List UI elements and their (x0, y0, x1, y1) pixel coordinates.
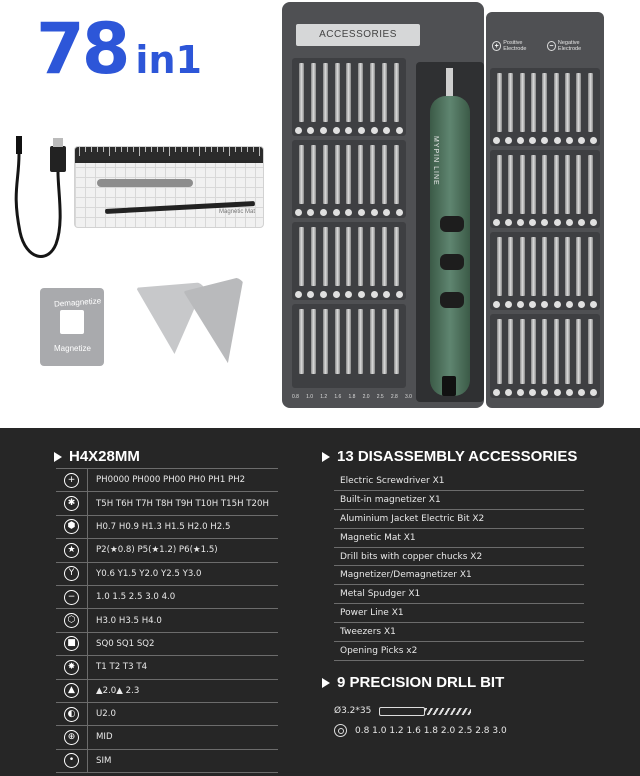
arrow-icon (54, 452, 62, 462)
sim-icon: • (64, 753, 79, 768)
bit-sizes: MID (96, 732, 113, 743)
list-item: Magnetic Mat X1 (334, 529, 584, 548)
screwdriver-display (442, 376, 456, 396)
magnetic-mat (74, 146, 264, 228)
drill-spec-row (334, 706, 471, 716)
list-item: Tweezers X1 (334, 623, 584, 642)
mid-icon: ⊕ (64, 730, 79, 745)
drill-spec: Ø3.2*35 (334, 706, 372, 716)
square-icon: ■ (64, 636, 79, 651)
table-row (56, 516, 278, 539)
u-icon: ◐ (64, 707, 79, 722)
table-row (56, 633, 278, 656)
mat-ruler (75, 147, 263, 163)
headline-number: 78 (36, 8, 128, 90)
accessories-list (334, 472, 584, 661)
demagnetize-label: Demagnetize (53, 296, 102, 309)
table-row (56, 703, 278, 726)
drill-size-list: 0.8 1.0 1.2 1.6 1.8 2.0 2.5 2.8 3.0 (355, 725, 507, 736)
table-row (56, 680, 278, 703)
arrow-icon (322, 452, 330, 462)
table-row (56, 469, 278, 492)
bit-tray (292, 58, 406, 136)
brand-label: MYPIN LINE (432, 136, 439, 186)
bit-sizes: SIM (96, 755, 112, 766)
bit-sizes: PH0000 PH000 PH00 PH0 PH1 PH2 (96, 475, 246, 486)
hex-icon: ⬢ (64, 519, 79, 534)
accessories-label: ACCESSORIES (296, 24, 420, 46)
usb-cable-icon (10, 132, 80, 272)
table-row (56, 750, 278, 773)
tool-case (282, 2, 608, 408)
triangle-icon: ▲ (64, 683, 79, 698)
bit-tray (292, 222, 406, 300)
table-row (56, 586, 278, 609)
table-row (56, 656, 278, 679)
pentalobe-icon: ★ (64, 543, 79, 558)
headline-suffix: in1 (135, 38, 202, 82)
drill-spiral-icon (334, 724, 347, 737)
drill-heading: 9 PRECISION DRLL BIT (322, 674, 504, 691)
metal-spudger (97, 179, 193, 187)
arrow-icon (322, 678, 330, 688)
bit-sizes: U2.0 (96, 709, 116, 720)
drill-size-labels: 0.8 1.0 1.2 1.6 1.8 2.0 2.5 2.8 3.0 (292, 394, 412, 400)
list-item: Magnetizer/Demagnetizer X1 (334, 566, 584, 585)
table-row (56, 563, 278, 586)
list-item: Drill bits with copper chucks X2 (334, 548, 584, 567)
drill-bit-icon (379, 707, 471, 716)
headline (36, 8, 202, 90)
bit-tray (490, 68, 600, 146)
bit-tray (490, 150, 600, 228)
table-row (56, 726, 278, 749)
bit-sizes: H0.7 H0.9 H1.3 H1.5 H2.0 H2.5 (96, 521, 231, 532)
bit-sizes: ▲2.0▲ 2.3 (96, 685, 140, 696)
bit-sizes: T1 T2 T3 T4 (96, 662, 148, 673)
accessories-heading: 13 DISASSEMBLY ACCESSORIES (322, 448, 577, 465)
bits-heading: H4X28MM (54, 448, 140, 465)
bit-spec-table (56, 468, 278, 773)
list-item: Metal Spudger X1 (334, 585, 584, 604)
hex-large-icon: ⬡ (64, 613, 79, 628)
list-item: Power Line X1 (334, 604, 584, 623)
bit-tray (292, 140, 406, 218)
bit-sizes: P2(★0.8) P5(★1.2) P6(★1.5) (96, 545, 218, 556)
slotted-icon: − (64, 590, 79, 605)
table-row (56, 539, 278, 562)
tri-wing-icon: Y (64, 566, 79, 581)
bit-tray (490, 314, 600, 398)
reverse-button (440, 254, 464, 270)
list-item: Aluminium Jacket Electric Bit X2 (334, 510, 584, 529)
forward-button (440, 216, 464, 232)
bit-tray (490, 232, 600, 310)
bit-sizes: SQ0 SQ1 SQ2 (96, 638, 155, 649)
torx-solid-icon: ✸ (64, 660, 79, 675)
drill-sizes-row (334, 724, 507, 737)
list-item: Opening Picks x2 (334, 642, 584, 661)
electric-screwdriver (416, 62, 484, 402)
opening-pick (182, 276, 255, 368)
magnetizer-demagnetizer (40, 280, 104, 366)
bit-sizes: 1.0 1.5 2.5 3.0 4.0 (96, 592, 176, 603)
bit-sizes: H3.0 H3.5 H4.0 (96, 615, 162, 626)
torx-icon: ✱ (64, 496, 79, 511)
bit-sizes: Y0.6 Y1.5 Y2.0 Y2.5 Y3.0 (96, 568, 202, 579)
case-right-panel (486, 12, 604, 408)
table-row (56, 609, 278, 632)
bit-sizes: T5H T6H T7H T8H T9H T10H T15H T20H (96, 498, 269, 509)
electrode-legend: + Positive Electrode − Negative Electrode (492, 34, 598, 58)
list-item: Electric Screwdriver X1 (334, 472, 584, 491)
table-row (56, 492, 278, 515)
list-item: Built-in magnetizer X1 (334, 491, 584, 510)
torque-button (440, 292, 464, 308)
mat-label: Magnetic Mat (218, 209, 255, 215)
drill-bit-tray (292, 304, 406, 388)
magnetize-label: Magnetize (54, 344, 91, 353)
phillips-icon: + (64, 473, 79, 488)
